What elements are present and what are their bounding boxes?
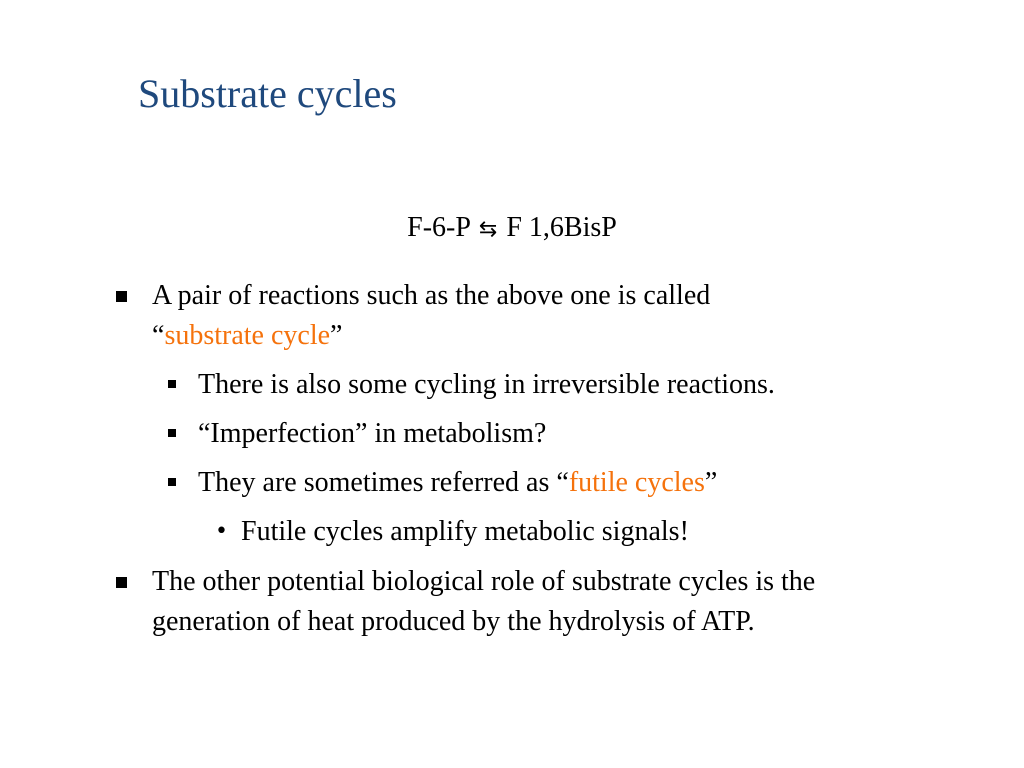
small-square-bullet-icon [168, 380, 176, 388]
dot-bullet-icon: • [215, 519, 228, 544]
bullet-text-line2: generation of heat produced by the hydrolysis of ATP. [152, 606, 755, 637]
small-square-bullet-icon [168, 429, 176, 437]
equation-reactant: F-6-P [407, 212, 470, 243]
subbullet-futile-cycles [198, 463, 998, 503]
bullet-substrate-cycle [152, 276, 992, 356]
slide-title: Substrate cycles [138, 71, 397, 116]
highlight-futile-cycles: futile cycles [568, 467, 705, 498]
subbullet-text: “Imperfection” in metabolism? [198, 418, 547, 449]
subsubbullet-text: Futile cycles amplify metabolic signals! [241, 516, 689, 547]
open-quote: “ [152, 320, 165, 351]
close-quote: ” [330, 320, 343, 351]
equation-product: F 1,6BisP [506, 212, 617, 243]
bullet-heat-generation [152, 562, 992, 642]
square-bullet-icon [116, 577, 127, 588]
square-bullet-icon [116, 291, 127, 302]
bullet-text-line1: The other potential biological role of substrate cycles is the [152, 566, 816, 597]
subbullet-imperfection [198, 414, 998, 454]
subbullet-text-suffix: ” [704, 467, 718, 498]
highlight-substrate-cycle: substrate cycle [164, 320, 331, 351]
subsubbullet-amplify-signals [215, 512, 1001, 552]
small-square-bullet-icon [168, 478, 176, 486]
reversible-arrow-icon: ⇆ [478, 217, 498, 242]
subbullet-text-prefix: They are sometimes referred as “ [198, 467, 569, 498]
subbullet-irreversible-cycling [198, 365, 998, 405]
reaction-equation [0, 208, 1024, 250]
bullet-text: A pair of reactions such as the above one is called [152, 280, 711, 311]
subbullet-text: There is also some cycling in irreversible reactions. [198, 369, 775, 400]
